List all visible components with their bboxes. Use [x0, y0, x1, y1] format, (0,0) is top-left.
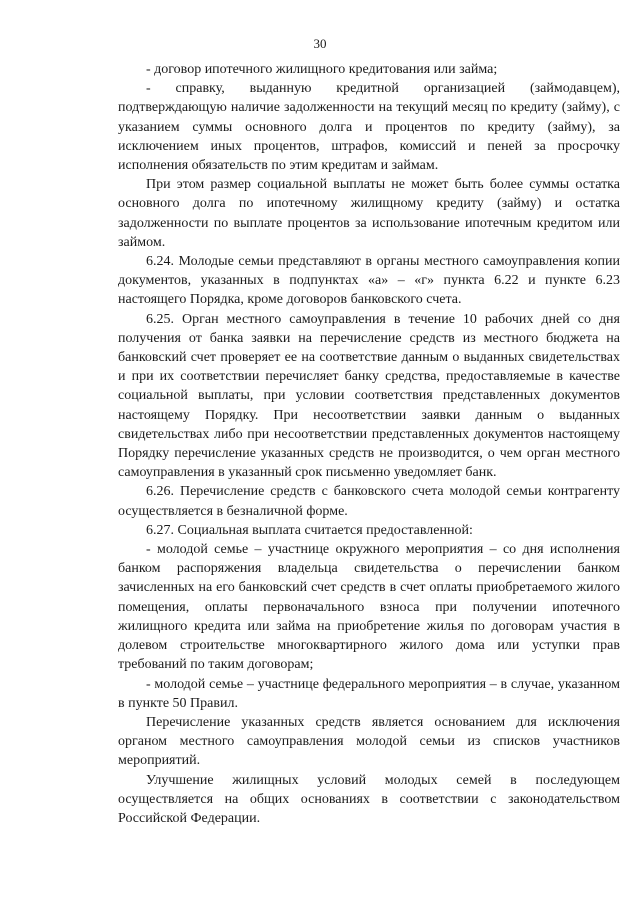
- paragraph-exclusion-basis: Перечисление указанных средств является основанием для исключения органом местного самоуправления молодой семьи из списков участников мероприятий.: [118, 714, 620, 769]
- page-number: 30: [313, 36, 327, 51]
- paragraph-housing-improvement: Улучшение жилищных условий молодых семей в последующем осуществляется на общих основаниях в соответствии с законодательством Российской Федерации.: [118, 772, 620, 826]
- paragraph-federal-participant: - молодой семье – участнице федерального мероприятия – в случае, указанном в пункте 50 Правил.: [118, 676, 620, 711]
- paragraph-mortgage-contract: - договор ипотечного жилищного кредитования или займа;: [146, 62, 498, 77]
- paragraph-6-26: 6.26. Перечисление средств с банковского счета молодой семьи контрагенту осуществляется в безналичной форме.: [118, 484, 620, 519]
- paragraph-district-participant: - молодой семье – участнице окружного мероприятия – со дня исполнения банком распоряжения владельца свидетельства о перечислении банком зачисленных на его банковский счет средств в счет оплаты приобретаемого жилого помещения, оплаты первоначального взноса при получении ипотечного жилищного кредита или займа на приобретение жилья по договорам участия в долевом строительстве многоквартирного жилого дома или уступки прав требований по таким договорам;: [118, 542, 620, 673]
- paragraph-payment-limit: При этом размер социальной выплаты не может быть более суммы остатка основного долга по ипотечному жилищному кредиту (займу) и остатка задолженности по выплате процентов за использование ипотечным кредитом или займом.: [118, 177, 620, 250]
- paragraph-6-27: 6.27. Социальная выплата считается предоставленной:: [146, 522, 473, 538]
- document-body: [118, 60, 620, 828]
- paragraph-6-24: 6.24. Молодые семьи представляют в органы местного самоуправления копии документов, указанных в подпунктах «а» – «г» пункта 6.22 и пункте 6.23 настоящего Порядка, кроме договоров банковского счета.: [118, 254, 620, 308]
- paragraph-6-25: 6.25. Орган местного самоуправления в течение 10 рабочих дней со дня получения от банка заявки на перечисление средств из местного бюджета на банковский счет проверяет ее на соответствие данным о выданных свидетельствах и при их соответствии перечисляет банку средства, предоставляемые в качестве социальной выплаты, при условии соответствия представленных документов настоящему Порядку. При несоответствии заявки данным о выданных свидетельствах либо при несоответствии представленных документов настоящему Порядку перечисление указанных средств не производится, о чем орган местного самоуправления в указанный срок письменно уведомляет банк.: [118, 311, 620, 481]
- paragraph-bank-certificate: - справку, выданную кредитной организацией (займодавцем), подтверждающую наличие задолженности на текущий месяц по кредиту (займу), с указанием суммы основного долга и процентов по кредиту (займу), за исключением иных процентов, штрафов, комиссий и пеней за просрочку исполнения обязательств по этим кредитам и займам.: [118, 81, 620, 174]
